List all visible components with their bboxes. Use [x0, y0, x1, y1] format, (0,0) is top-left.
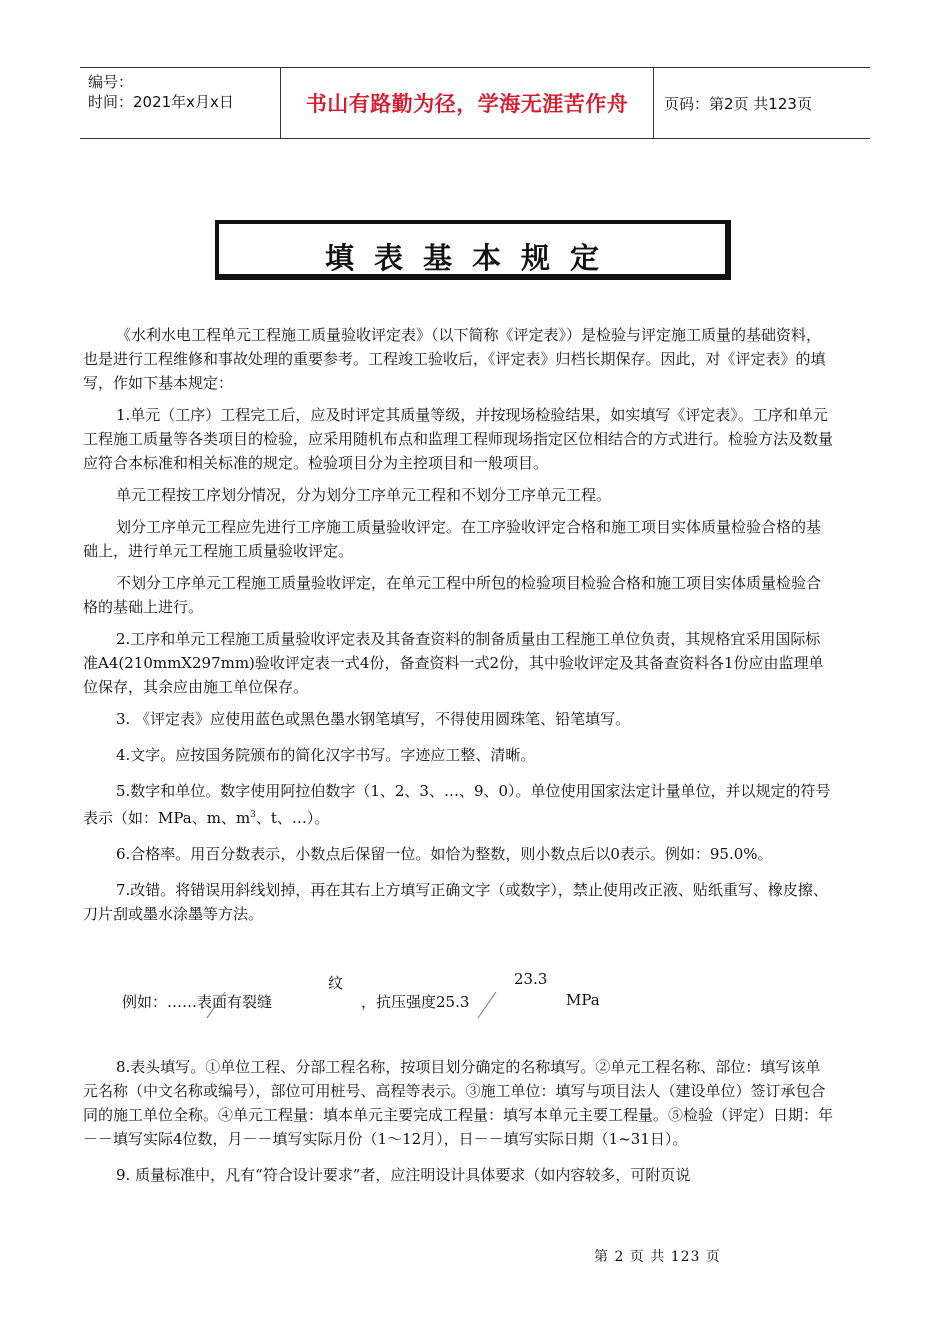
paragraph-5-text: 5.数字和单位。数字使用阿拉伯数字（1、2、3、…、9、0）。单位使用国家法定计量单位，并以规定的符号表示（如：MPa、m、m	[83, 782, 831, 827]
paragraph-4: 4.文字。应按国务院颁布的简化汉字书写。字迹应工整、清晰。	[116, 746, 536, 764]
paragraph-7: 7.改错。将错误用斜线划掉，再在其右上方填写正确文字（或数字），禁止使用改正液、贴纸重写、橡皮擦、刀片刮或墨水涂墨等方法。	[83, 881, 828, 923]
number-label: 编号：	[88, 73, 134, 91]
example-middle: ，抗压强度25.3	[361, 993, 470, 1011]
header-page-info	[654, 68, 870, 138]
motto: 书山有路勤为径，学海无涯苦作舟	[305, 92, 629, 116]
paragraph-3: 3. 《评定表》应使用蓝色或黑色墨水钢笔填写，不得使用圆珠笔、铅笔填写。	[116, 710, 631, 728]
document-body-continued	[83, 1055, 834, 1187]
paragraph-1a: 单元工程按工序划分情况，分为划分工序单元工程和不划分工序单元工程。	[116, 486, 612, 504]
superscript: 3	[250, 810, 256, 820]
paragraph-6: 6.合格率。用百分数表示，小数点后保留一位。如恰为整数，则小数点后以0表示。例如：95.0%。	[116, 845, 773, 863]
paragraph-1b: 划分工序单元工程应先进行工序施工质量验收评定。在工序验收评定合格和施工项目实体质量检验合格的基础上，进行单元工程施工质量验收评定。	[83, 518, 822, 560]
example-unit: MPa	[566, 991, 600, 1009]
header-motto-cell	[281, 68, 654, 138]
example-correction-1: 纹	[328, 974, 344, 992]
paragraph-9: 9. 质量标准中，凡有“符合设计要求”者，应注明设计具体要求（如内容较多，可附页说	[116, 1166, 691, 1184]
paragraph-1c: 不划分工序单元工程施工质量验收评定，在单元工程中所包的检验项目检验合格和施工项目实体质量检验合格的基础上进行。	[83, 574, 822, 616]
page-title: 填表基本规定	[324, 240, 619, 275]
time-label: 时间：2021年x月x日	[88, 93, 234, 111]
title-box	[215, 220, 731, 280]
page-footer: 第 2 页 共 123 页	[594, 1249, 721, 1265]
paragraph-1: 1.单元（工序）工程完工后，应及时评定其质量等级，并按现场检验结果，如实填写《评定表》。工序和单元工程施工质量等各类项目的检验，应采用随机布点和监理工程师现场指定区位相结合的方式进行。检验方法及数量应符合本标准和相关标准的规定。检验项目分为主控项目和一般项目。	[83, 406, 834, 472]
intro-paragraph: 《水利水电工程单元工程施工质量验收评定表》（以下简称《评定表》）是检验与评定施工质量的基础资料，也是进行工程维修和事故处理的重要参考。工程竣工验收后，《评定表》归档长期保存。因此，对《评定表》的填写，作如下基本规定：	[83, 326, 826, 392]
header-meta	[80, 68, 281, 138]
example-correction-2: 23.3	[514, 970, 548, 988]
strike-line-2	[476, 990, 498, 1020]
paragraph-8: 8.表头填写。①单位工程、分部工程名称，按项目划分确定的名称填写。②单元工程名称、部位：填写该单元名称（中文名称或编号），部位可用桩号、高程等表示。③施工单位：填写与项目法人（建设单位）签订承包合同的施工单位全称。④单元工程量：填本单元主要完成工程量：填写本单元主要工程量。⑤检验（评定）日期：年－－填写实际4位数，月－－填写实际月份（1～12月），日－－填写实际日期（1~31日）。	[83, 1058, 834, 1148]
paragraph-5-tail: 、t、…）。	[255, 809, 330, 827]
paragraph-2: 2.工序和单元工程施工质量验收评定表及其备查资料的制备质量由工程施工单位负责，其规格宜采用国际标准A4(210mmX297mm)验收评定表一式4份，备查资料一式2份，其中验收评定及其备查资料各1份应由监理单位保存，其余应由施工单位保存。	[83, 630, 824, 696]
document-body	[83, 323, 834, 926]
strike-line-1	[205, 990, 227, 1020]
page-header	[80, 67, 870, 139]
page-info: 页码：第2页 共123页	[664, 94, 812, 113]
example-prefix: 例如：……表面有裂缝	[122, 993, 273, 1011]
paragraph-5	[83, 779, 834, 830]
